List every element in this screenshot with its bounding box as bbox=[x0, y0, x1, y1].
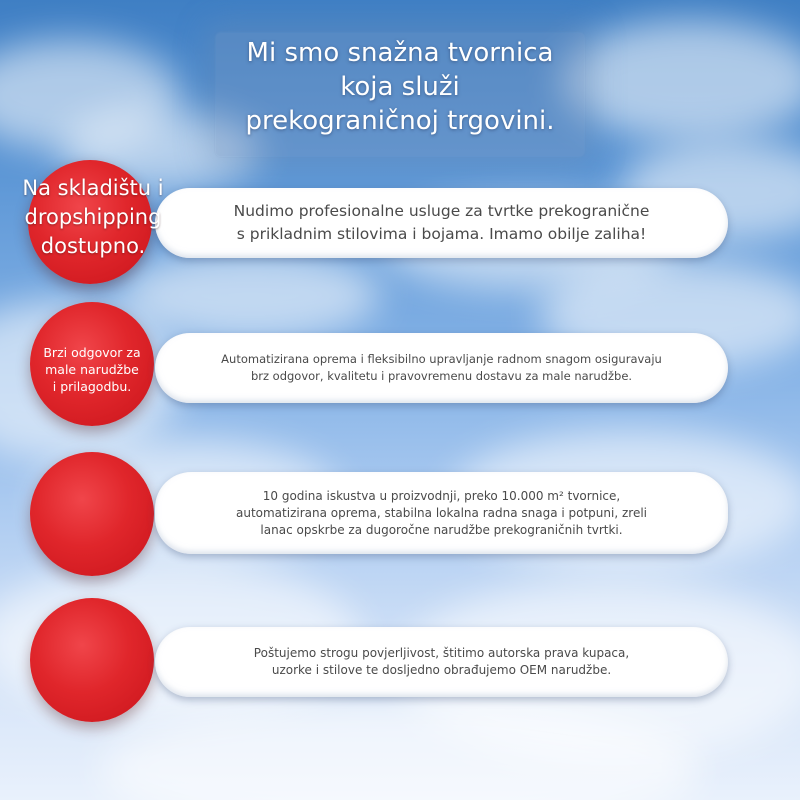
feature-4-text-line-2: uzorke i stilove te dosljedno obrađujemo OEM narudžbe. bbox=[271, 663, 612, 677]
feature-2-text-line-2: brz odgovor, kvalitetu i pravovremenu dostavu za male narudžbe. bbox=[250, 369, 633, 383]
feature-3-text-line-2: automatizirana oprema, stabilna lokalna radna snaga i potpuni, zreli bbox=[235, 505, 647, 520]
feature-1-badge-line-3: dostupno. bbox=[40, 234, 146, 258]
feature-1-card bbox=[155, 188, 728, 258]
feature-2-text bbox=[221, 351, 662, 385]
feature-1-text bbox=[234, 200, 650, 246]
feature-3-text-line-1: 10 godina iskustva u proizvodnji, preko 10.000 m² tvornice, bbox=[262, 488, 621, 503]
feature-3-card bbox=[155, 472, 728, 554]
feature-3-text-line-3: lanac opskrbe za dugoročne narudžbe prekograničnih tvrtki. bbox=[260, 522, 623, 537]
feature-1-badge-line-2: dropshipping bbox=[24, 205, 162, 229]
feature-4-card bbox=[155, 627, 728, 697]
feature-2-text-line-1: Automatizirana oprema i fleksibilno upravljanje radnom snagom osiguravaju bbox=[221, 352, 662, 366]
feature-2-card bbox=[155, 333, 728, 403]
headline-line-3: prekograničnoj trgovini. bbox=[245, 106, 555, 136]
headline bbox=[200, 36, 600, 138]
feature-2-badge-label bbox=[28, 344, 156, 395]
feature-4-badge bbox=[30, 598, 154, 722]
feature-3-badge bbox=[30, 452, 154, 576]
feature-3-text bbox=[236, 488, 647, 539]
feature-1-text-line-1: Nudimo profesionalne usluge za tvrtke prekogranične bbox=[233, 202, 650, 220]
feature-2-badge-line-3: i prilagodbu. bbox=[52, 379, 132, 394]
feature-1-badge-line-1: Na skladištu i bbox=[22, 176, 164, 200]
feature-4-text-line-1: Poštujemo strogu povjerljivost, štitimo autorska prava kupaca, bbox=[253, 646, 630, 660]
feature-2-badge-line-2: male narudžbe bbox=[45, 362, 139, 377]
feature-2-badge-line-1: Brzi odgovor za bbox=[43, 345, 141, 360]
feature-1-badge-label bbox=[0, 174, 186, 261]
headline-line-1: Mi smo snažna tvornica bbox=[246, 38, 554, 68]
feature-1-text-line-2: s prikladnim stilovima i bojama. Imamo obilje zaliha! bbox=[236, 225, 647, 243]
feature-4-text bbox=[254, 645, 629, 679]
headline-line-2: koja služi bbox=[340, 72, 460, 102]
